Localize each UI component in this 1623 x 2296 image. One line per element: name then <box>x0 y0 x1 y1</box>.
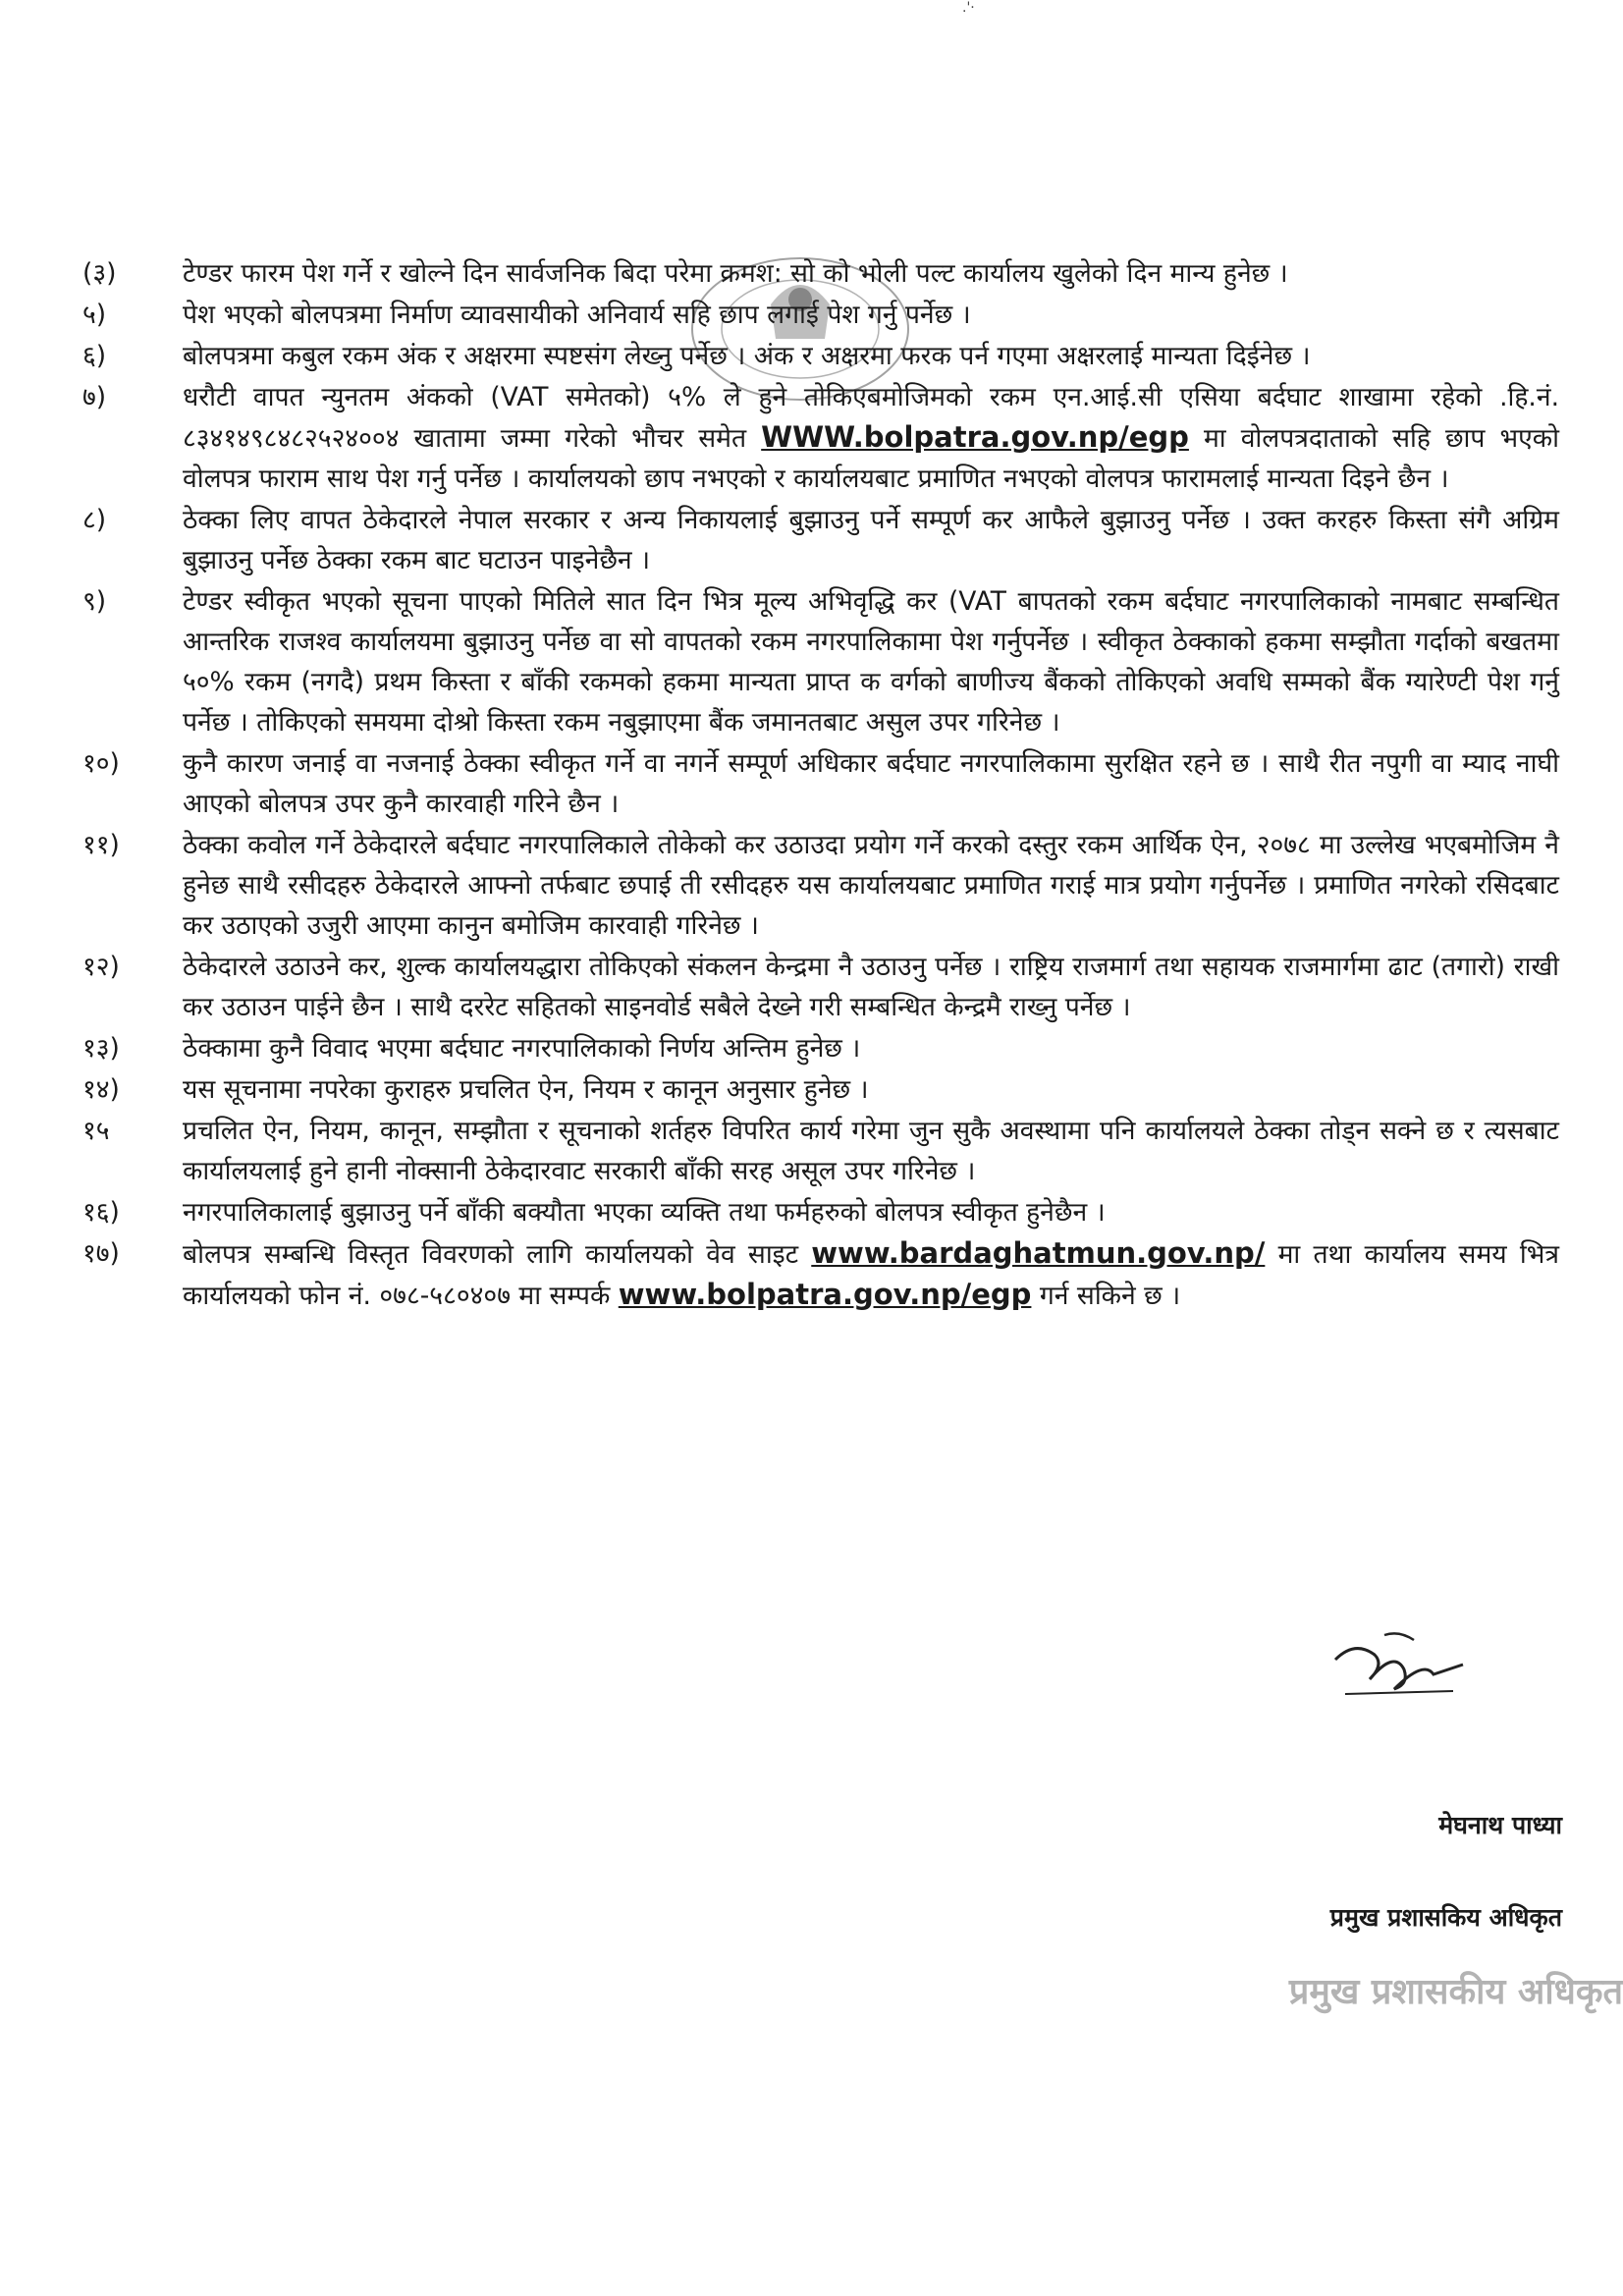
clause-number: ७) <box>82 382 107 412</box>
clause-text: टेण्डर फारम पेश गर्ने र खोल्ने दिन सार्वजनिक बिदा परेमा क्रमश: सो को भोली पल्ट कार्यालय खुलेको दिन मान्य हुनेछ । <box>183 258 1288 289</box>
clause-text-part: मा वोलपत्रदाताको सहि छाप भएको वोलपत्र फाराम साथ पेश गर्नु पर्नेछ । कार्यालयको छाप नभएको र कार्यालयबाट प्रमाणित नभएको वोलपत्र फारामलाई मान्यता दिइने छैन । <box>183 423 1559 494</box>
clause <box>77 295 1559 335</box>
clause-number: (३) <box>82 258 117 289</box>
clause-text: ठेक्कामा कुनै विवाद भएमा बर्दघाट नगरपालिकाको निर्णय अन्तिम हुनेछ । <box>183 1033 861 1064</box>
clause <box>77 1028 1559 1068</box>
clause-number: ५) <box>82 300 107 330</box>
clause-number: ११) <box>82 830 120 860</box>
clause-text-part: मा तथा कार्यालय समय भित्र कार्यालयको फोन नं. ०७८-५८०४०७ मा सम्पर्क <box>183 1239 1559 1311</box>
clause <box>77 1069 1559 1110</box>
bolpatra-link[interactable]: www.bolpatra.gov.np/egp <box>618 1278 1032 1311</box>
clause-text-part: धरौटी वापत न्युनतम अंकको (VAT समेतको) ५% ले हुने तोकिएबमोजिमको रकम एन.आई.सी एसिया बर्दघाट शाखामा रहेको .हि.नं. ८३४१४९८४८२५२४००४ खातामा जम्मा गरेको भौचर समेत <box>183 382 1559 454</box>
signatory-name: मेघनाथ पाध्या <box>1438 1811 1562 1839</box>
clause-text-part: बोलपत्र सम्बन्धि विस्तृत विवरणको लागि कार्यालयको वेव साइट <box>183 1239 799 1270</box>
clause <box>77 1233 1559 1316</box>
clause-number: १५ <box>82 1116 110 1146</box>
clause-number: १७) <box>82 1238 120 1269</box>
clause-text: कुनै कारण जनाई वा नजनाई ठेक्का स्वीकृत गर्ने वा नगर्ने सम्पूर्ण अधिकार बर्दघाट नगरपालिकामा सुरक्षित रहने छ । साथै रीत नपुगी वा म्याद नाघी आएको बोलपत्र उपर कुनै कारवाही गरिने छैन । <box>183 748 1559 819</box>
bolpatra-link[interactable]: WWW.bolpatra.gov.np/egp <box>761 420 1189 454</box>
scan-mark: .ꞌ· <box>962 0 975 16</box>
clause <box>77 500 1559 580</box>
clause-text <box>183 377 1559 499</box>
clause-text <box>183 1233 1559 1316</box>
clause-text: टेण्डर स्वीकृत भएको सूचना पाएको मितिले सात दिन भित्र मूल्य अभिवृद्धि कर (VAT बापतको रकम बर्दघाट नगरपालिकाको नामबाट सम्बन्धित आन्तरिक राजश्व कार्यालयमा बुझाउनु पर्नेछ वा सो वापतको रकम नगरपालिकामा पेश गर्नुपर्नेछ । स्वीकृत ठेक्काको हकमा सम्झौता गर्दाको बखतमा ५०% रकम (नगदै) प्रथम किस्ता र बाँकी रकमको हकमा मान्यता प्राप्त क वर्गको बाणीज्य बैंकको तोकिएको अवधि सम्मको बैंक ग्यारेण्टी पेश गर्नु पर्नेछ । तोकिएको समयमा दोश्रो किस्ता रकम नबुझाएमा बैंक जमानतबाट असुल उपर गरिनेछ । <box>183 586 1559 738</box>
clause <box>77 1111 1559 1191</box>
clause-text: ठेक्का कवोल गर्ने ठेकेदारले बर्दघाट नगरपालिकाले तोकेको कर उठाउदा प्रयोग गर्ने करको दस्तुर रकम आर्थिक ऐन, २०७८ मा उल्लेख भएबमोजिम नै हुनेछ साथै रसीदहरु ठेकेदारले आफ्नो तर्फबाट छपाई ती रसीदहरु यस कार्यालयबाट प्रमाणित गराई मात्र प्रयोग गर्नुपर्नेछ । प्रमाणित नगरेको रसिदबाट कर उठाएको उजुरी आएमा कानुन बमोजिम कारवाही गरिनेछ । <box>183 830 1559 941</box>
clause <box>77 825 1559 946</box>
clause-text: यस सूचनामा नपरेका कुराहरु प्रचलित ऐन, नियम र कानून अनुसार हुनेछ । <box>183 1074 869 1105</box>
bardaghat-website-link[interactable]: www.bardaghatmun.gov.np/ <box>811 1236 1266 1270</box>
clause-text-part: गर्न सकिने छ । <box>1039 1281 1181 1311</box>
clause-number: ८) <box>82 505 107 535</box>
clause <box>77 253 1559 294</box>
office-stamp: प्रमुख प्रशासकीय अधिकृत <box>1288 1972 1623 2012</box>
clause <box>77 581 1559 742</box>
clause-text: बोलपत्रमा कबुल रकम अंक र अक्षरमा स्पष्टसंग लेख्नु पर्नेछ । अंक र अक्षरमा फरक पर्न गएमा अक्षरलाई मान्यता दिईनेछ । <box>183 341 1311 371</box>
clause-text: नगरपालिकालाई बुझाउनु पर्ने बाँकी बक्यौता भएका व्यक्ति तथा फर्महरुको बोलपत्र स्वीकृत हुनेछैन । <box>183 1197 1106 1228</box>
clause-text: पेश भएको बोलपत्रमा निर्माण व्यावसायीको अनिवार्य सहि छाप लगाई पेश गर्नु पर्नेछ । <box>183 300 971 330</box>
clause <box>77 1192 1559 1232</box>
clause-number: १६) <box>82 1197 120 1228</box>
clause-number: ९) <box>82 586 107 617</box>
clause-text: ठेक्का लिए वापत ठेकेदारले नेपाल सरकार र अन्य निकायलाई बुझाउनु पर्ने सम्पूर्ण कर आफैले बुझाउनु पर्नेछ । उक्त करहरु किस्ता संगै अग्रिम बुझाउनु पर्नेछ ठेक्का रकम बाट घटाउन पाइनेछैन । <box>183 505 1559 575</box>
clause-number: १४) <box>82 1074 120 1105</box>
clause-number: १२) <box>82 952 120 982</box>
signatory-block <box>1330 1802 1562 1987</box>
clause <box>77 743 1559 824</box>
clause-number: १०) <box>82 748 120 779</box>
clause <box>77 377 1559 499</box>
clause-number: १३) <box>82 1033 120 1064</box>
clause-text: प्रचलित ऐन, नियम, कानून, सम्झौता र सूचनाको शर्तहरु विपरित कार्य गरेमा जुन सुकै अवस्थामा पनि कार्यालयले ठेक्का तोड्न सक्ने छ र त्यसबाट कार्यालयलाई हुने हानी नोक्सानी ठेकेदारवाट सरकारी बाँकी सरह असूल उपर गरिनेछ । <box>183 1116 1559 1186</box>
clause-number: ६) <box>82 341 107 371</box>
notice-clauses <box>77 253 1559 1317</box>
signatory-title: प्रमुख प्रशासकिय अधिकृत <box>1329 1903 1562 1932</box>
clause <box>77 947 1559 1027</box>
clause-text: ठेकेदारले उठाउने कर, शुल्क कार्यालयद्धारा तोकिएको संकलन केन्द्रमा नै उठाउनु पर्नेछ । राष्ट्रिय राजमार्ग तथा सहायक राजमार्गमा ढाट (तगारो) राखी कर उठाउन पाईने छैन । साथै दररेट सहितको साइनवोर्ड सबैले देख्ने गरी सम्बन्धित केन्द्रमै राख्नु पर्नेछ । <box>183 952 1559 1022</box>
signature-icon <box>1325 1620 1473 1709</box>
clause <box>77 336 1559 376</box>
